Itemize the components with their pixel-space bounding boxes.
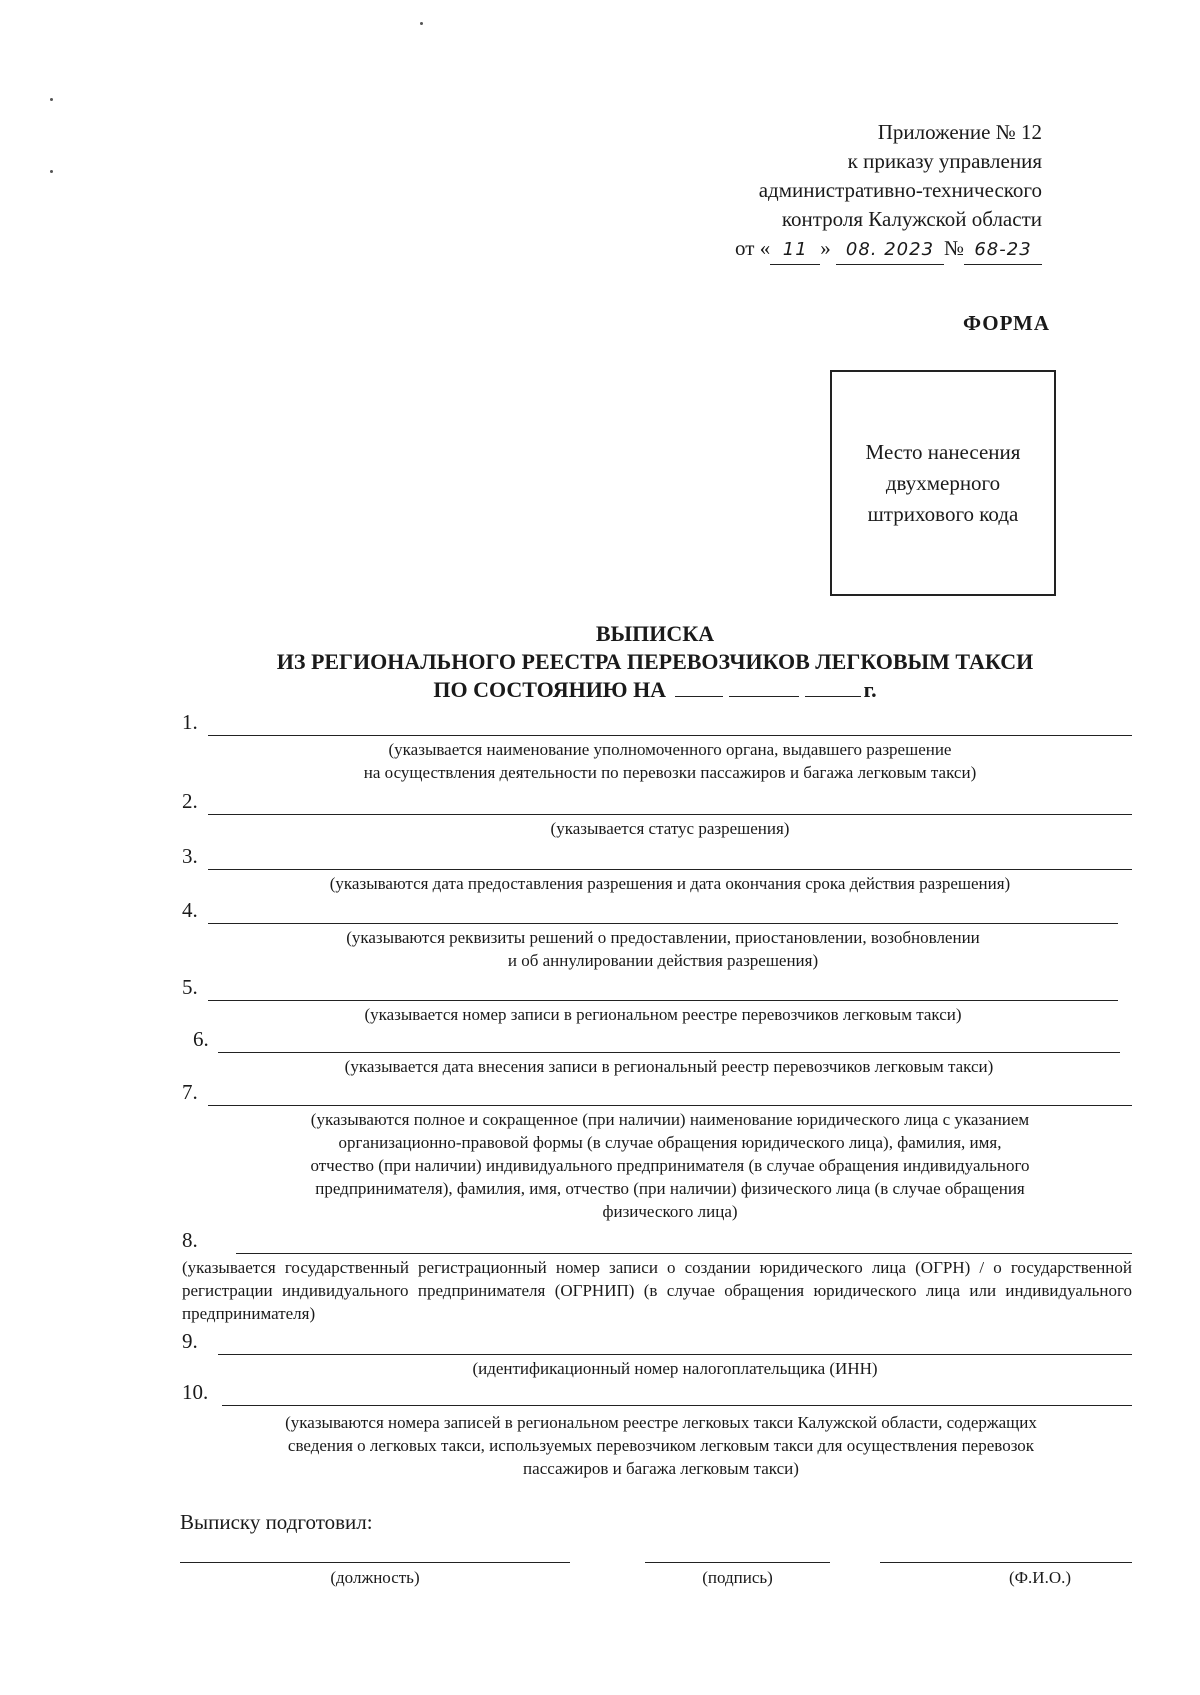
field-6-number: 6. — [193, 1027, 209, 1051]
title-date-year-blank — [805, 676, 861, 697]
title-date-day-blank — [675, 676, 723, 697]
field-4-line — [208, 923, 1118, 924]
document-subtitle: ИЗ РЕГИОНАЛЬНОГО РЕЕСТРА ПЕРЕВОЗЧИКОВ ЛЕГКОВЫМ ТАКСИ — [276, 649, 1034, 674]
field-1-caption-line-2: на осуществления деятельности по перевозки пассажиров и багажа легковым такси) — [363, 763, 977, 782]
appendix-header — [735, 118, 1042, 265]
field-3-caption: (указываются дата предоставления разрешения и дата окончания срока действия разрешения) — [329, 874, 1011, 893]
field-6-line — [218, 1052, 1120, 1053]
date-month-year: 08. 2023 — [836, 235, 944, 265]
appendix-line-3: административно-технического — [758, 178, 1042, 202]
field-3-number: 3. — [182, 844, 198, 868]
field-7-caption-line-4: предпринимателя), фамилия, имя, отчество (при наличии) физического лица (в случае обращения — [315, 1179, 1025, 1198]
date-day: 11 — [770, 235, 820, 265]
position-line — [180, 1562, 570, 1563]
field-7-number: 7. — [182, 1080, 198, 1104]
field-1-caption-line-1: (указывается наименование уполномоченного органа, выдавшего разрешение — [388, 740, 952, 759]
scan-speck — [50, 98, 53, 101]
title-date-label: ПО СОСТОЯНИЮ НА — [433, 677, 667, 702]
field-7-line — [208, 1105, 1132, 1106]
field-2-caption: (указывается статус разрешения) — [550, 819, 790, 838]
field-7-caption-line-3: отчество (при наличии) индивидуального предпринимателя (в случае обращения индивидуального — [310, 1156, 1030, 1175]
field-4-caption — [208, 926, 1118, 972]
order-number: 68-23 — [964, 235, 1042, 265]
position-caption: (должность) — [330, 1568, 420, 1587]
field-10-caption-line-2: сведения о легковых такси, используемых перевозчиком легковым такси для осуществления перевозок — [287, 1436, 1035, 1455]
scan-speck — [50, 170, 53, 173]
field-2-number: 2. — [182, 789, 198, 813]
field-5-line — [208, 1000, 1118, 1001]
field-9-caption: (идентификационный номер налогоплательщика (ИНН) — [472, 1359, 878, 1378]
field-1-caption — [208, 738, 1132, 784]
field-10-caption-line-1: (указываются номера записей в региональном реестре легковых такси Калужской области, содержащих — [285, 1413, 1037, 1432]
number-prefix: № — [943, 236, 964, 260]
field-1-line — [208, 735, 1132, 736]
appendix-line-4: контроля Калужской области — [781, 207, 1042, 231]
field-10-number: 10. — [182, 1380, 209, 1404]
date-prefix: от « — [735, 236, 771, 260]
document-title: ВЫПИСКА — [595, 621, 715, 646]
signature-caption: (подпись) — [702, 1568, 773, 1587]
field-8-caption: (указывается государственный регистрационный номер записи о создании юридического лица (ОГРН) / о государственной регистрации индивидуального предпринимателя (ОГРНИП) (в случае обращения юридического лица или индивидуального предпринимателя) — [182, 1258, 1132, 1323]
barcode-placeholder-line-1: Место нанесения — [865, 439, 1021, 464]
name-line — [880, 1562, 1132, 1563]
field-9-line — [218, 1354, 1132, 1355]
field-6-caption: (указывается дата внесения записи в региональный реестр перевозчиков легковым такси) — [344, 1057, 994, 1076]
signature-line — [645, 1562, 830, 1563]
form-label: ФОРМА — [962, 311, 1050, 335]
field-2-line — [208, 814, 1132, 815]
field-10-caption — [190, 1411, 1132, 1480]
document-title-date — [0, 676, 1200, 704]
field-7-caption — [208, 1108, 1132, 1223]
field-10-line — [222, 1405, 1132, 1406]
appendix-line-1: Приложение № 12 — [877, 120, 1042, 144]
title-date-suffix: г. — [863, 677, 877, 702]
field-8-line — [236, 1253, 1132, 1254]
field-7-caption-line-5: физического лица) — [602, 1202, 738, 1221]
field-4-caption-line-2: и об аннулировании действия разрешения) — [507, 951, 819, 970]
field-7-caption-line-2: организационно-правовой формы (в случае обращения юридического лица), фамилия, имя, — [338, 1133, 1002, 1152]
field-10-caption-line-3: пассажиров и багажа легковым такси) — [523, 1459, 799, 1478]
field-7-caption-line-1: (указываются полное и сокращенное (при наличии) наименование юридического лица с указанием — [310, 1110, 1030, 1129]
barcode-placeholder-line-3: штрихового кода — [867, 501, 1019, 526]
scan-speck — [420, 22, 423, 25]
field-4-caption-line-1: (указываются реквизиты решений о предоставлении, приостановлении, возобновлении — [346, 928, 980, 947]
field-8-number: 8. — [182, 1228, 198, 1252]
appendix-date-line — [735, 234, 1042, 265]
appendix-line-2: к приказу управления — [847, 149, 1042, 173]
field-3-line — [208, 869, 1132, 870]
prepared-by-label: Выписку подготовил: — [180, 1510, 373, 1534]
field-1-number: 1. — [182, 710, 198, 734]
title-date-month-blank — [729, 676, 799, 697]
field-5-caption: (указывается номер записи в региональном реестре перевозчиков легковым такси) — [364, 1005, 962, 1024]
barcode-placeholder-line-2: двухмерного — [885, 470, 1001, 495]
field-5-number: 5. — [182, 975, 198, 999]
field-9-number: 9. — [182, 1329, 198, 1353]
date-mid: » — [820, 236, 831, 260]
name-caption: (Ф.И.О.) — [1008, 1568, 1072, 1587]
field-4-number: 4. — [182, 898, 198, 922]
barcode-placeholder-box — [830, 370, 1056, 596]
